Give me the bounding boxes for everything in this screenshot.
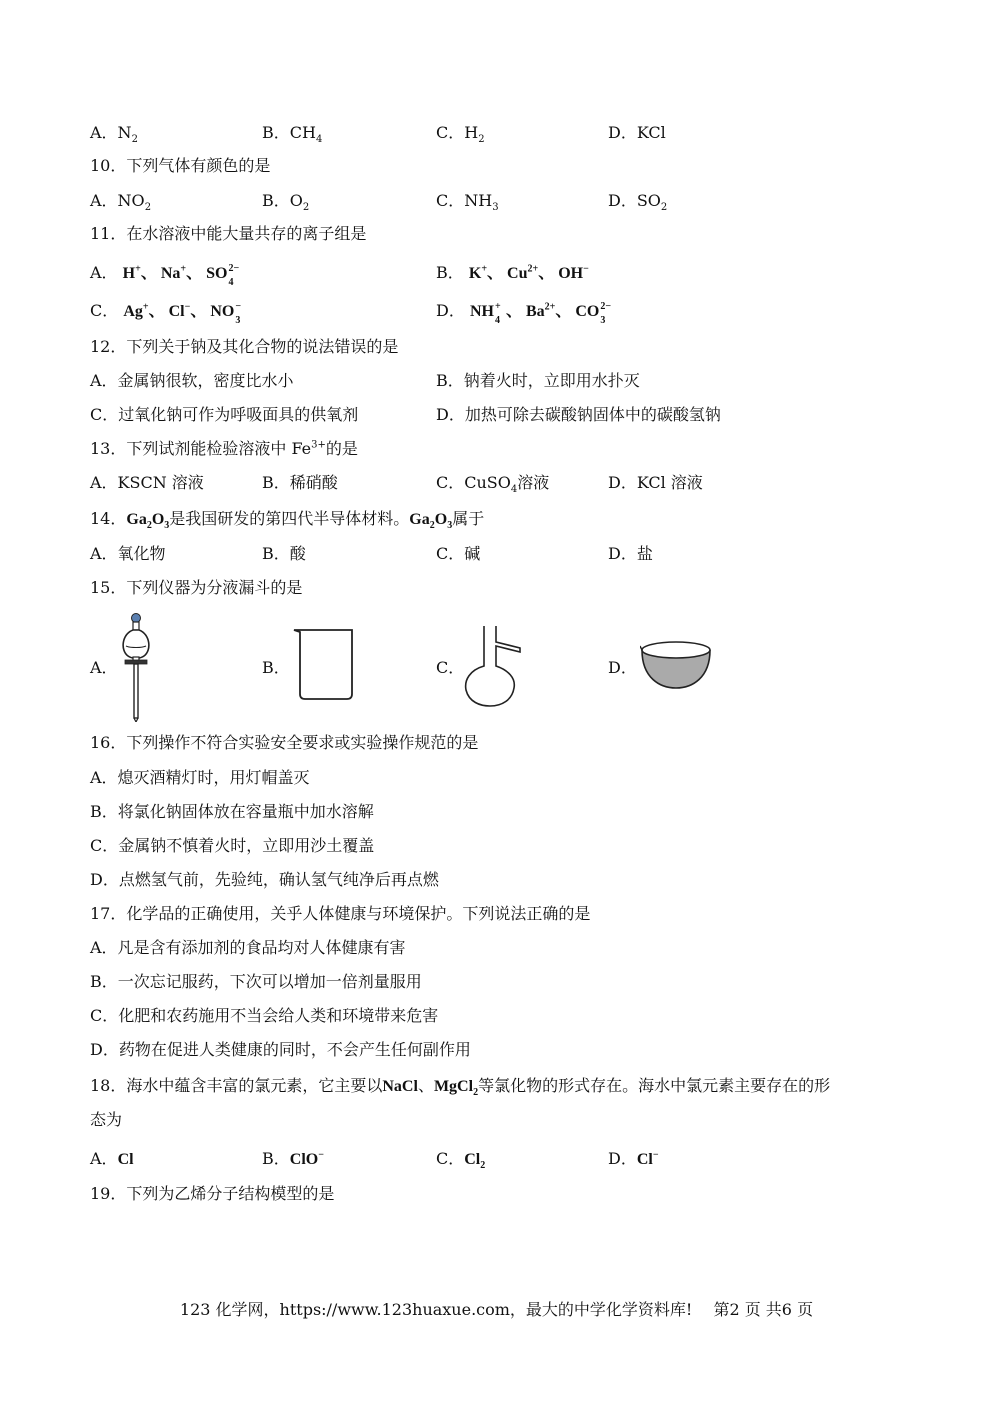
- q10-stem: 10．下列气体有颜色的是: [90, 156, 271, 175]
- q11-option-c: C． Ag+、 Cl−、 NO − 3: [90, 301, 242, 326]
- q16-option-d: D．点燃氢气前，先验纯，确认氢气纯净后再点燃: [90, 870, 439, 889]
- q9-option-c: C．$H_2$: [436, 123, 485, 146]
- q16-option-a: A．熄灭酒精灯时，用灯帽盖灭: [90, 768, 310, 787]
- q19-stem: 19．下列为乙烯分子结构模型的是: [90, 1184, 335, 1203]
- separatory-funnel-image: [114, 610, 158, 726]
- q17-option-b: B．一次忘记服药，下次可以增加一倍剂量服用: [90, 972, 422, 991]
- q14-stem: 14．$Ga_2O_3$是我国研发的第四代半导体材料。$Ga_2O_3$属于: [90, 509, 485, 532]
- q16-option-c: C．金属钠不慎着火时，立即用沙土覆盖: [90, 836, 375, 855]
- q17-option-d: D．药物在促进人类健康的同时，不会产生任何副作用: [90, 1040, 471, 1059]
- q17-stem: 17．化学品的正确使用，关乎人体健康与环境保护。下列说法正确的是: [90, 904, 591, 923]
- q12-option-d: D．加热可除去碳酸钠固体中的碳酸氢钠: [436, 405, 721, 424]
- q10-option-c: C．$NH_3$: [436, 191, 499, 214]
- q13-stem: 13．下列试剂能检验溶液中 $Fe^{3+}$的是: [90, 439, 358, 458]
- evaporating-dish-image: [640, 640, 712, 694]
- q15-stem: 15．下列仪器为分液漏斗的是: [90, 578, 303, 597]
- q10-option-b: B．$O_2$: [262, 191, 310, 214]
- q14-option-c: C．碱: [436, 544, 481, 563]
- q13-option-b: B．稀硝酸: [262, 473, 338, 492]
- q14-option-b: B．酸: [262, 544, 306, 563]
- q13-option-a: A．KSCN 溶液: [90, 473, 204, 492]
- q10-option-a: A．$NO_2$: [90, 191, 152, 214]
- q13-option-d: D．KCl 溶液: [608, 473, 703, 492]
- q18-stem: 18．海水中蕴含丰富的氯元素，它主要以NaCl、MgCl$_2$等氯化物的形式存在。海水中氯元素主要存在的形: [90, 1076, 831, 1099]
- q11-stem: 11．在水溶液中能大量共存的离子组是: [90, 224, 367, 243]
- q17-option-a: A．凡是含有添加剂的食品均对人体健康有害: [90, 938, 406, 957]
- page-footer: 123 化学网，https://www.123huaxue.com，最大的中学化学资料库! 第2 页 共6 页: [179, 1300, 814, 1319]
- q10-option-d: D．$SO_2$: [608, 191, 668, 214]
- q12-stem: 12．下列关于钠及其化合物的说法错误的是: [90, 337, 399, 356]
- distillation-flask-image: [462, 624, 524, 712]
- q13-option-c: C．CuSO$_4$溶液: [436, 473, 550, 496]
- q12-option-b: B．钠着火时，立即用水扑灭: [436, 371, 640, 390]
- q12-option-c: C．过氧化钠可作为呼吸面具的供氧剂: [90, 405, 359, 424]
- q14-option-d: D．盐: [608, 544, 653, 563]
- q15-option-d-label: D．: [608, 658, 637, 677]
- q11-option-d: D． NH + 4 、 $Ba^{2+}$、 CO 2− 3: [436, 301, 612, 326]
- q18-stem-line2: 态为: [90, 1110, 123, 1129]
- q11-option-a: A． H+、 Na+、 SO 2− 4: [90, 263, 240, 288]
- q15-option-b-label: B．: [262, 658, 290, 677]
- q18-option-d: D．Cl−: [608, 1149, 659, 1168]
- q14-option-a: A．氧化物: [90, 544, 166, 563]
- beaker-image: [292, 626, 358, 706]
- q11-option-b: B． K+、 $Cu^{2+}$、 OH−: [436, 263, 589, 282]
- q9-option-b: B．$CH_4$: [262, 123, 323, 146]
- q17-option-c: C．化肥和农药施用不当会给人类和环境带来危害: [90, 1006, 439, 1025]
- q15-option-a-label: A．: [90, 658, 118, 677]
- q16-option-b: B．将氯化钠固体放在容量瓶中加水溶解: [90, 802, 374, 821]
- q9-option-a: A．$N_2$: [90, 123, 138, 146]
- q18-option-c: C．$Cl_2$: [436, 1149, 486, 1172]
- q18-option-b: B．ClO−: [262, 1149, 324, 1168]
- q18-option-a: A．Cl: [90, 1149, 134, 1168]
- q12-option-a: A．金属钠很软，密度比水小: [90, 371, 294, 390]
- q16-stem: 16．下列操作不符合实验安全要求或实验操作规范的是: [90, 733, 479, 752]
- q15-option-c-label: C．: [436, 658, 465, 677]
- q9-option-d: D．KCl: [608, 123, 666, 142]
